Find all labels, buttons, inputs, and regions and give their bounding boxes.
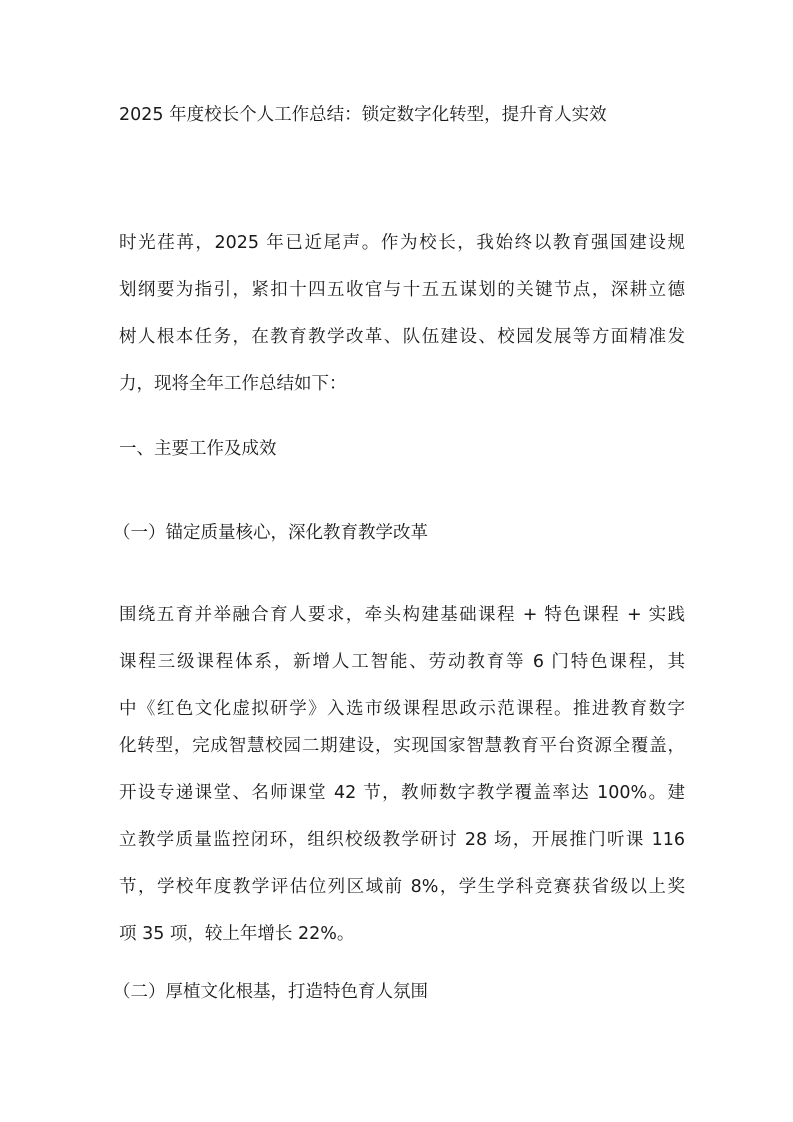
subsection-2-heading: （二）厚植文化根基，打造特色育人氛围 [113, 982, 428, 1002]
document-title: 2025 年度校长个人工作总结：锁定数字化转型，提升育人实效 [119, 105, 607, 125]
intro-line-1: 时光荏苒，2025 年已近尾声。作为校长，我始终以教育强国建设规 [119, 233, 685, 253]
body-line-8: 项 35 项，较上年增长 22%。 [119, 924, 355, 944]
body-line-6: 立教学质量监控闭环，组织校级教学研讨 28 场，开展推门听课 116 [119, 830, 685, 850]
body-line-4: 化转型，完成智慧校园二期建设，实现国家智慧教育平台资源全覆盖， [119, 736, 685, 756]
body-line-7: 节，学校年度教学评估位列区域前 8%，学生学科竞赛获省级以上奖 [119, 877, 685, 897]
body-line-2: 课程三级课程体系，新增人工智能、劳动教育等 6 门特色课程，其 [119, 652, 685, 672]
body-line-3: 中《红色文化虚拟研学》入选市级课程思政示范课程。推进教育数字 [119, 699, 685, 719]
subsection-1-heading: （一）锚定质量核心，深化教育教学改革 [113, 523, 428, 543]
intro-line-2: 划纲要为指引，紧扣十四五收官与十五五谋划的关键节点，深耕立德 [119, 280, 685, 300]
body-line-1: 围绕五育并举融合育人要求，牵头构建基础课程 + 特色课程 + 实践 [119, 605, 685, 625]
section-1-heading: 一、主要工作及成效 [119, 439, 277, 459]
intro-line-4: 力，现将全年工作总结如下： [119, 374, 347, 394]
intro-line-3: 树人根本任务，在教育教学改革、队伍建设、校园发展等方面精准发 [119, 327, 685, 347]
body-line-5: 开设专递课堂、名师课堂 42 节，教师数字教学覆盖率达 100%。建 [119, 783, 685, 803]
